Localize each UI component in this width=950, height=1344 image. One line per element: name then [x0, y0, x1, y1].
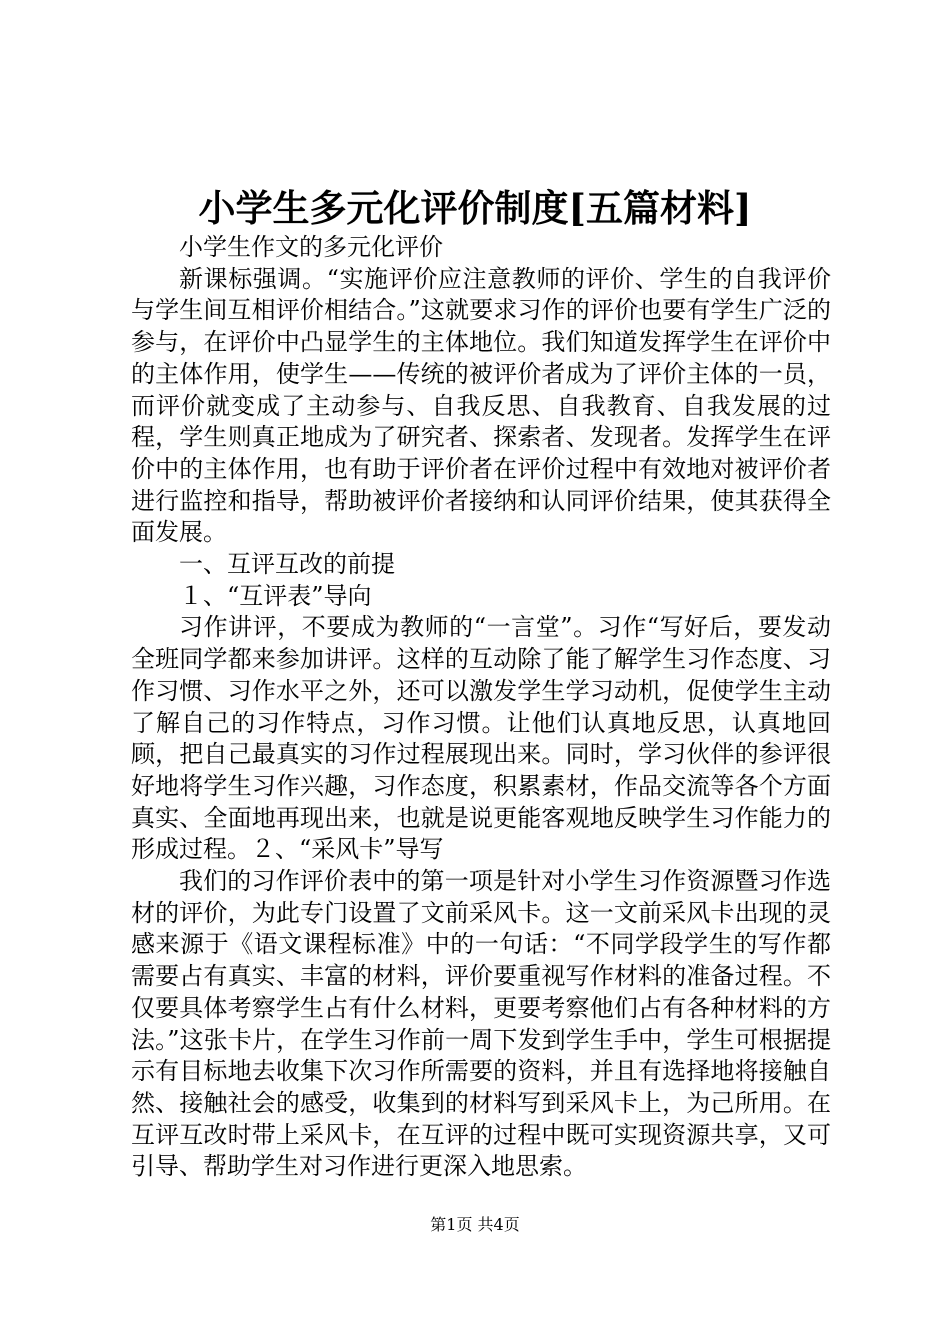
paragraph-card: 我们的习作评价表中的第一项是针对小学生习作资源暨习作选材的评价，为此专门设置了文前采风卡。这一文前采风卡出现的灵感来源于《语文课程标准》中的一句话：“不同学段学生的写作都需要占有真实、丰富的材料，评价要重视写作材料的准备过程。不仅要具体考察学生占有什么材料，更要考察他们占有各种材料的方法。”这张卡片，在学生习作前一周下发到学生手中，学生可根据提示有目标地去收集下次习作所需要的资料，并且有选择地将接触自然、接触社会的感受，收集到的材料写到采风卡上，为己所用。在互评互改时带上采风卡，在互评的过程中既可实现资源共享，又可引导、帮助学生对习作进行更深入地思索。 [131, 867, 831, 1181]
document-body [131, 232, 831, 1183]
section-heading: 一、互评互改的前提 [179, 550, 395, 579]
document-title: 小学生多元化评价制度[五篇材料] [198, 186, 752, 230]
subsection-heading: １、“互评表”导向 [179, 581, 372, 610]
paragraph-subtitle: 小学生作文的多元化评价 [179, 233, 443, 261]
paragraph-intro: 新课标强调。“实施评价应注意教师的评价、学生的自我评价与学生间互相评价相结合。”这就要求习作的评价也要有学生广泛的参与，在评价中凸显学生的主体地位。我们知道发挥学生在评价中的主体作用，使学生——传统的被评价者成为了评价主体的一员，而评价就变成了主动参与、自我反思、自我教育、自我发展的过程，学生则真正地成为了研究者、探索者、发现者。发挥学生在评价中的主体作用，也有助于评价者在评价过程中有效地对被评价者进行监控和指导，帮助被评价者接纳和认同评价结果，使其获得全面发展。 [131, 264, 831, 547]
paragraph-review: 习作讲评，不要成为教师的“一言堂”。习作“写好后，要发动全班同学都来参加讲评。这样的互动除了能了解学生习作态度、习作习惯、习作水平之外，还可以激发学生学习动机，促使学生主动了解自己的习作特点，习作习惯。让他们认真地反思，认真地回顾，把自己最真实的习作过程展现出来。同时，学习伙伴的参评很好地将学生习作兴趣，习作态度，积累素材，作品交流等各个方面真实、全面地再现出来，也就是说更能客观地反映学生习作能力的形成过程。２、“采风卡”导写 [131, 613, 831, 864]
page-footer: 第1页 共4页 [430, 1215, 520, 1234]
